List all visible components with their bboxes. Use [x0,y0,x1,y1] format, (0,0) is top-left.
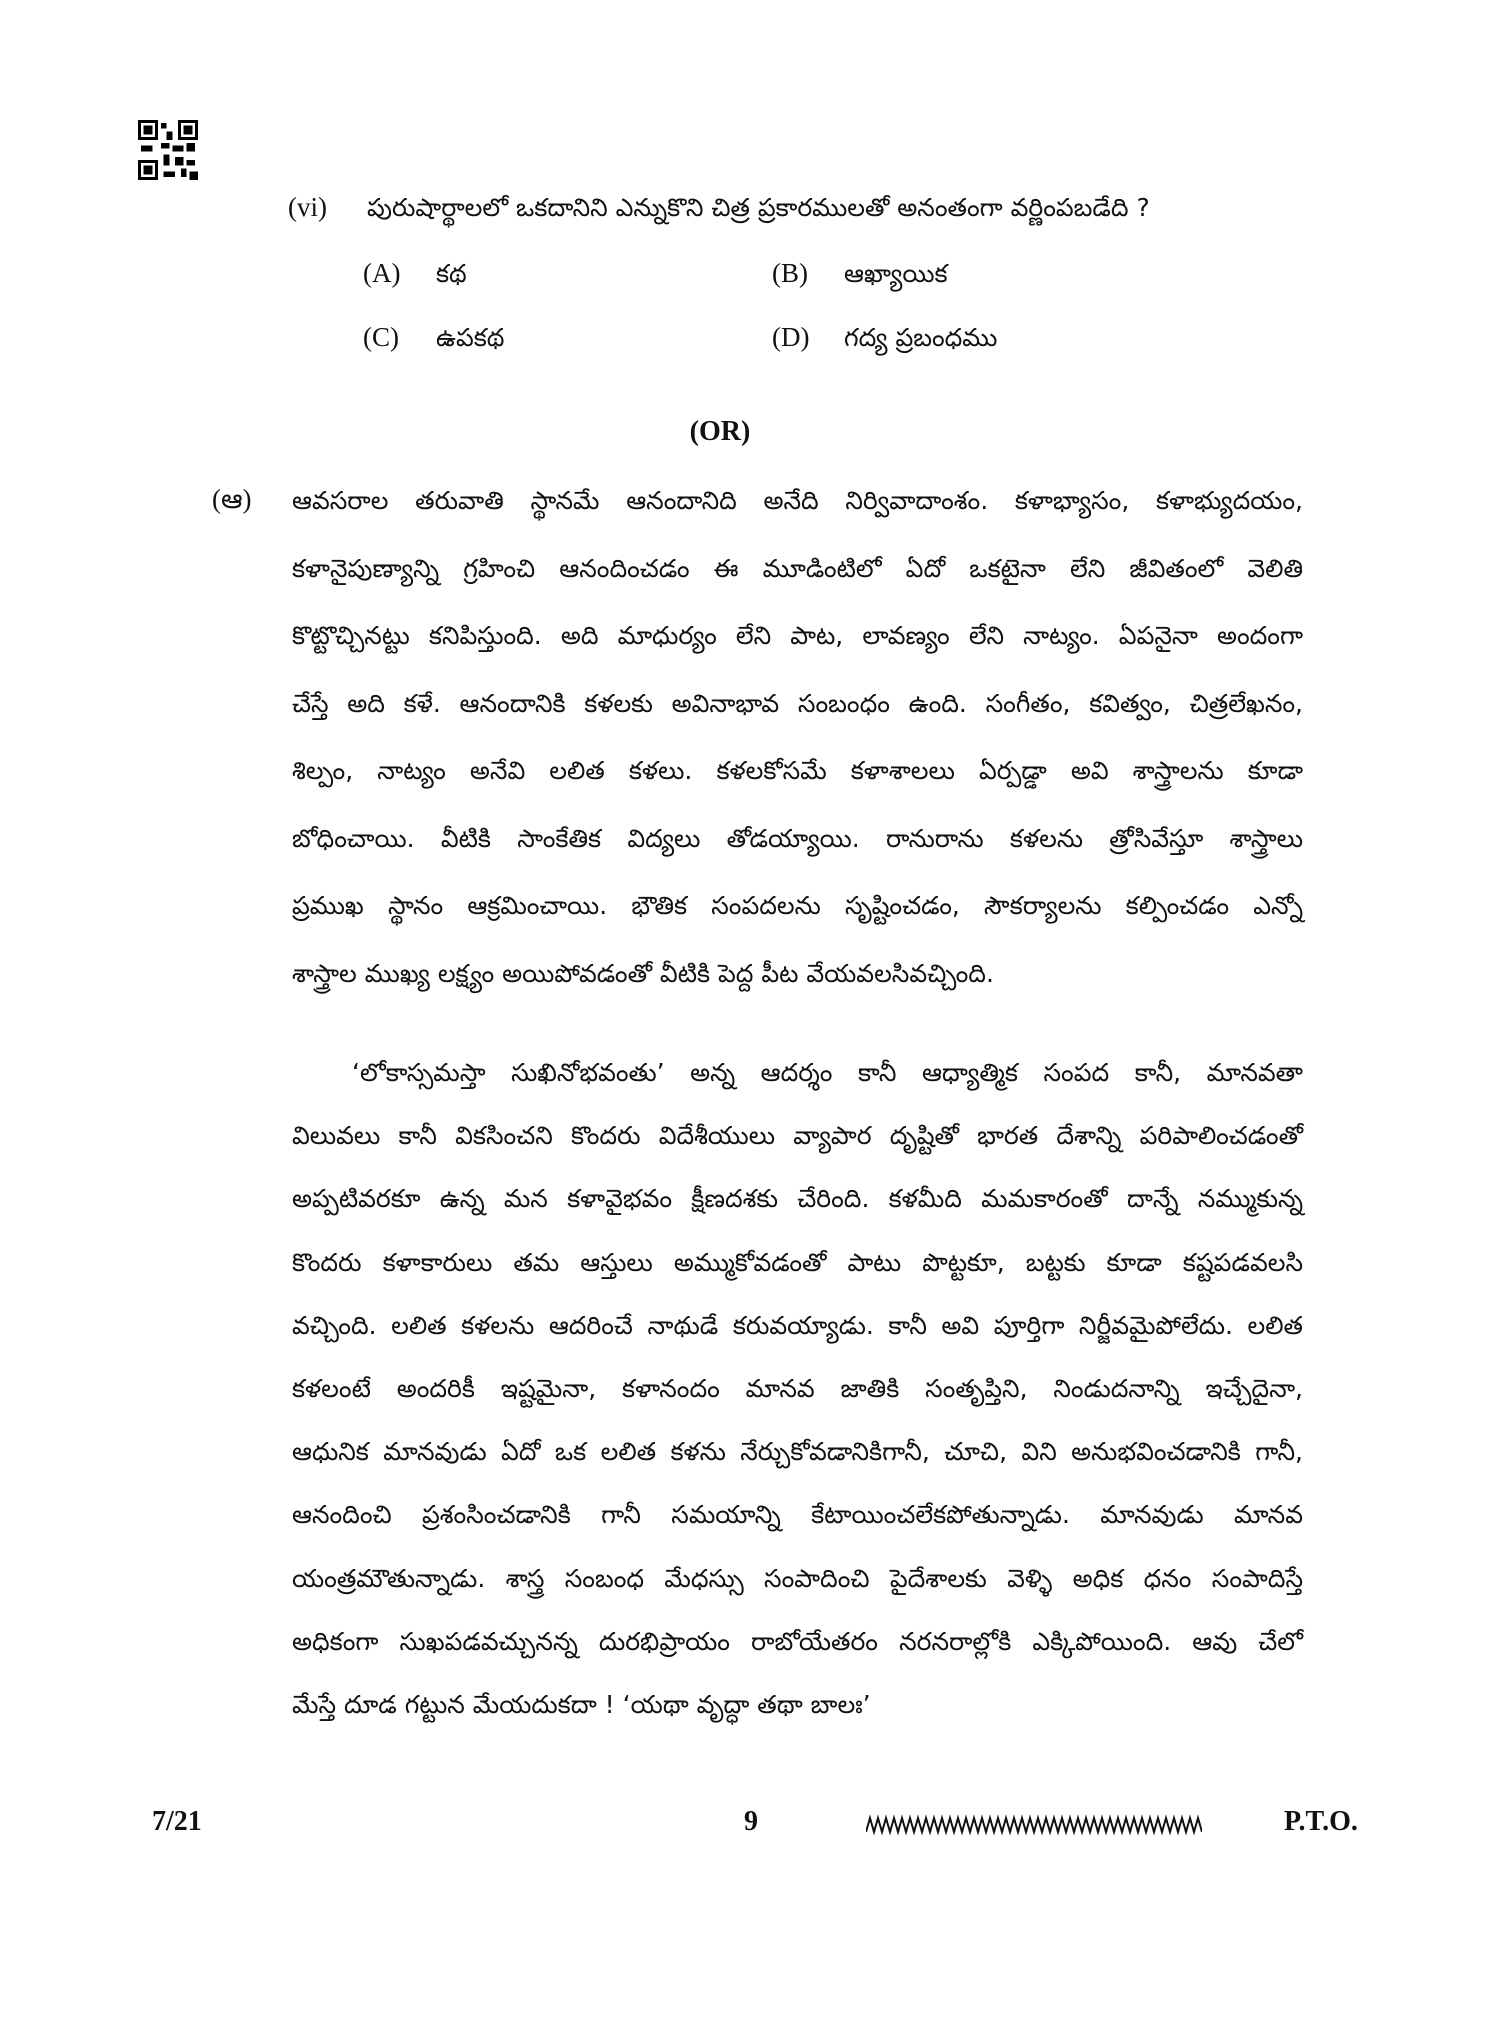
passage-line: శాస్త్రాల ముఖ్య లక్ష్యం అయిపోవడంతో వీటికి పెద్ద పీట వేయవలసివచ్చింది. [292,958,994,988]
passage-line: ఆనందించి ప్రశంసించడానికి గానీ సమయాన్ని కేటాయించలేకపోతున్నాడు. మానవుడు మానవ [292,1500,1303,1530]
question-number: (vi) [288,192,327,222]
passage-line: అప్పటివరకూ ఉన్న మన కళావైభవం క్షీణదశకు చేరింది. కళమీది మమకారంతో దాన్నే నమ్ముకున్న [292,1184,1303,1214]
passage-line: మేస్తే దూడ గట్టున మేయదుకదా ! ‘యథా వృద్ధా తథా బాలః’ [292,1690,871,1719]
passage-line: కళానైపుణ్యాన్ని గ్రహించి ఆనందించడం ఈ మూడింటిలో ఏదో ఒకటైనా లేని జీవితంలో వెలితి [292,553,1303,583]
passage-line: కళలంటే అందరికీ ఇష్టమైనా, కళానందం మానవ జాతికి సంతృప్తిని, నిండుదనాన్ని ఇచ్చేదైనా, [292,1374,1303,1403]
or-separator: (OR) [689,416,751,447]
passage-label: (ఆ) [212,484,252,514]
option-text: ఆఖ్యాయిక [844,259,948,288]
option-label: (C) [363,322,399,352]
option-text: గద్య ప్రబంధము [844,323,998,352]
passage-line: ప్రముఖ స్థానం ఆక్రమించాయి. భౌతిక సంపదలను సృష్టించడం, సౌకర్యాలను కల్పించడం ఎన్నో [292,891,1303,920]
option-text: కథ [436,259,467,288]
paper-code: 7/21 [152,1806,202,1837]
question-text: పురుషార్థాలలో ఒకదానిని ఎన్నుకొని చిత్ర ప్రకారములతో అనంతంగా వర్ణింపబడేది ? [367,193,1150,222]
passage-line: ఆధునిక మానవుడు ఏదో ఒక లలిత కళను నేర్చుకోవడానికిగానీ, చూచి, విని అనుభవించడానికి గానీ, [292,1437,1303,1467]
pto-label: P.T.O. [1284,1806,1358,1837]
option-label: (B) [772,258,808,288]
option-label: (A) [363,258,401,288]
passage-line: ‘లోకాస్సమస్తా సుఖినోభవంతు’ అన్న ఆదర్శం కానీ ఆధ్యాత్మిక సంపద కానీ, మానవతా [352,1058,1303,1087]
passage-line: కొందరు కళాకారులు తమ ఆస్తులు అమ్ముకోవడంతో పాటు పొట్టకూ, బట్టకు కూడా కష్టపడవలసి [292,1247,1303,1277]
passage-line: అధికంగా సుఖపడవచ్చునన్న దురభిప్రాయం రాబోయేతరం నరనరాల్లోకి ఎక్కిపోయింది. ఆవు చేలో [292,1626,1303,1656]
passage-line: విలువలు కానీ వికసించని కొందరు విదేశీయులు వ్యాపార దృష్టితో భారత దేశాన్ని పరిపాలించడంతో [292,1121,1303,1151]
passage-line: వచ్చింది. లలిత కళలను ఆదరించే నాథుడే కరువయ్యాడు. కానీ అవి పూర్తిగా నిర్జీవమైపోలేదు. లలిత [292,1310,1303,1340]
passage-line: బోధించాయి. వీటికి సాంకేతిక విద్యలు తోడయ్యాయి. రానురాను కళలను త్రోసివేస్తూ శాస్త్రాలు [292,823,1303,853]
passage-line: కొట్టొచ్చినట్టు కనిపిస్తుంది. అది మాధుర్యం లేని పాట, లావణ్యం లేని నాట్యం. ఏపనైనా అందంగా [292,621,1303,650]
passage-line: చేస్తే అది కళే. ఆనందానికి కళలకు అవినాభావ సంబంధం ఉంది. సంగీతం, కవిత్వం, చిత్రలేఖనం, [292,688,1303,718]
page-number: 9 [744,1806,758,1837]
option-label: (D) [772,322,810,352]
passage-line: యంత్రమౌతున్నాడు. శాస్త్ర సంబంధ మేధస్సు సంపాదించి పైదేశాలకు వెళ్ళి అధిక ధనం సంపాదిస్తే [292,1563,1303,1593]
passage-line: ఆవసరాల తరువాతి స్థానమే ఆనందానిది అనేది నిర్వివాదాంశం. కళాభ్యాసం, కళాభ్యుదయం, [292,486,1303,515]
passage-line: శిల్పం, నాట్యం అనేవి లలిత కళలు. కళలకోసమే కళాశాలలు ఏర్పడ్డా అవి శాస్త్రాలను కూడా [292,756,1303,785]
wavy-line-decoration [866,1814,1202,1836]
option-text: ఉపకథ [436,323,505,352]
qr-code [136,120,200,180]
